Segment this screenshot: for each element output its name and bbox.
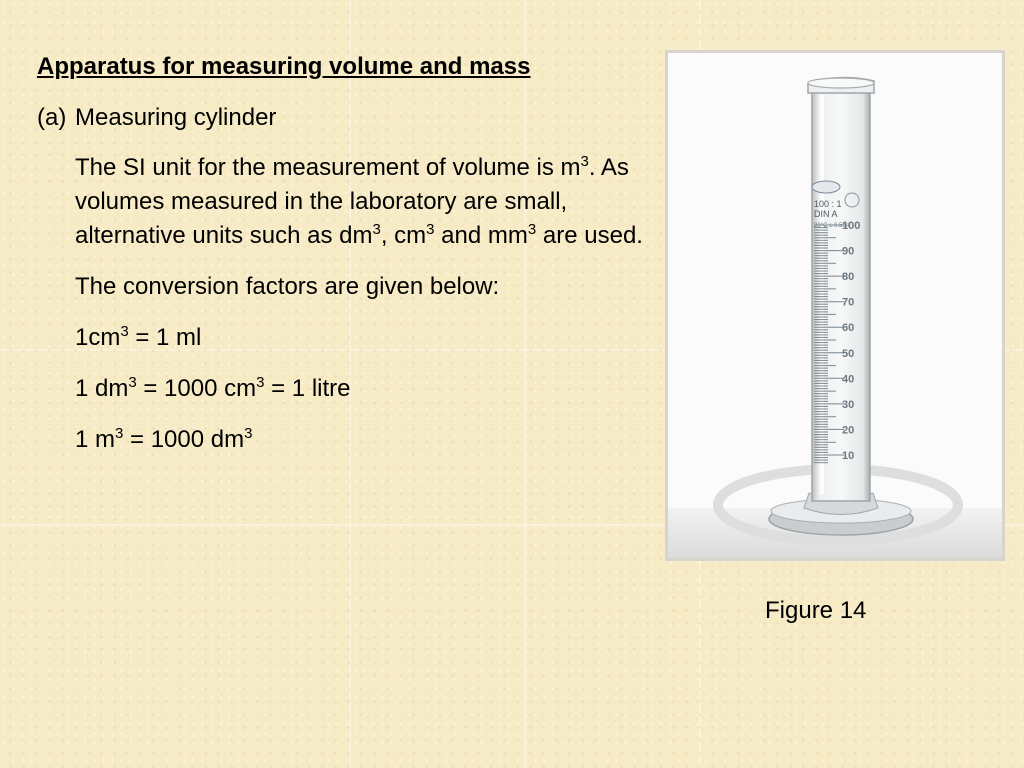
text-run: are used. xyxy=(536,222,643,249)
si-unit-paragraph xyxy=(75,151,657,253)
scale-number: 100 xyxy=(842,220,861,232)
text-run: , cm xyxy=(380,222,427,249)
scale-number: 20 xyxy=(842,424,855,437)
text-run: 1 dm xyxy=(75,375,129,402)
superscript: 3 xyxy=(580,153,589,170)
superscript: 3 xyxy=(244,425,253,442)
text-run: . As volumes measured in the laboratory are small, alternative units such as dm xyxy=(75,154,629,249)
cylinder-label-line: DIN A xyxy=(814,209,838,219)
superscript: 3 xyxy=(372,221,381,238)
superscript: 3 xyxy=(256,374,265,391)
subsection-title: Measuring cylinder xyxy=(75,104,277,131)
text-run: 1 m xyxy=(75,426,116,453)
conversion-cm3-ml xyxy=(75,321,657,355)
text-run: = 1000 cm xyxy=(136,375,257,402)
superscript: 3 xyxy=(120,323,129,340)
scale-number: 30 xyxy=(842,398,855,411)
scale-number: 70 xyxy=(842,296,855,309)
text-run: The SI unit for the measurement of volume is m xyxy=(75,154,581,181)
scale-number: 80 xyxy=(842,271,855,284)
text-run: 1cm xyxy=(75,324,121,351)
conversion-dm3-litre xyxy=(75,372,657,406)
text-run: = 1000 dm xyxy=(123,426,245,453)
cylinder-label-line: 100 : 1 xyxy=(814,199,842,209)
scale-number: 90 xyxy=(842,245,855,258)
conversion-m3-dm3 xyxy=(75,423,657,457)
cylinder-label-line: 20°C ± 0.5ml xyxy=(814,223,849,229)
text-run: = 1 litre xyxy=(264,375,351,402)
slide-text xyxy=(37,50,657,474)
subsection-label: (a) xyxy=(37,104,67,131)
measuring-cylinder-illustration xyxy=(668,53,1002,558)
figure-image xyxy=(665,50,1005,561)
scale-number: 60 xyxy=(842,322,855,335)
scale-number: 40 xyxy=(842,373,855,386)
scale-number: 10 xyxy=(842,450,855,462)
figure-caption: Figure 14 xyxy=(765,597,867,624)
superscript: 3 xyxy=(115,425,124,442)
slide-heading: Apparatus for measuring volume and mass xyxy=(37,53,531,80)
subsection xyxy=(37,101,657,135)
superscript: 3 xyxy=(128,374,137,391)
superscript: 3 xyxy=(527,221,537,238)
scale-number: 50 xyxy=(842,347,855,360)
superscript: 3 xyxy=(426,221,435,238)
text-run: = 1 ml xyxy=(128,324,202,351)
text-run: and mm xyxy=(434,222,528,249)
conversion-intro: The conversion factors are given below: xyxy=(75,273,500,300)
